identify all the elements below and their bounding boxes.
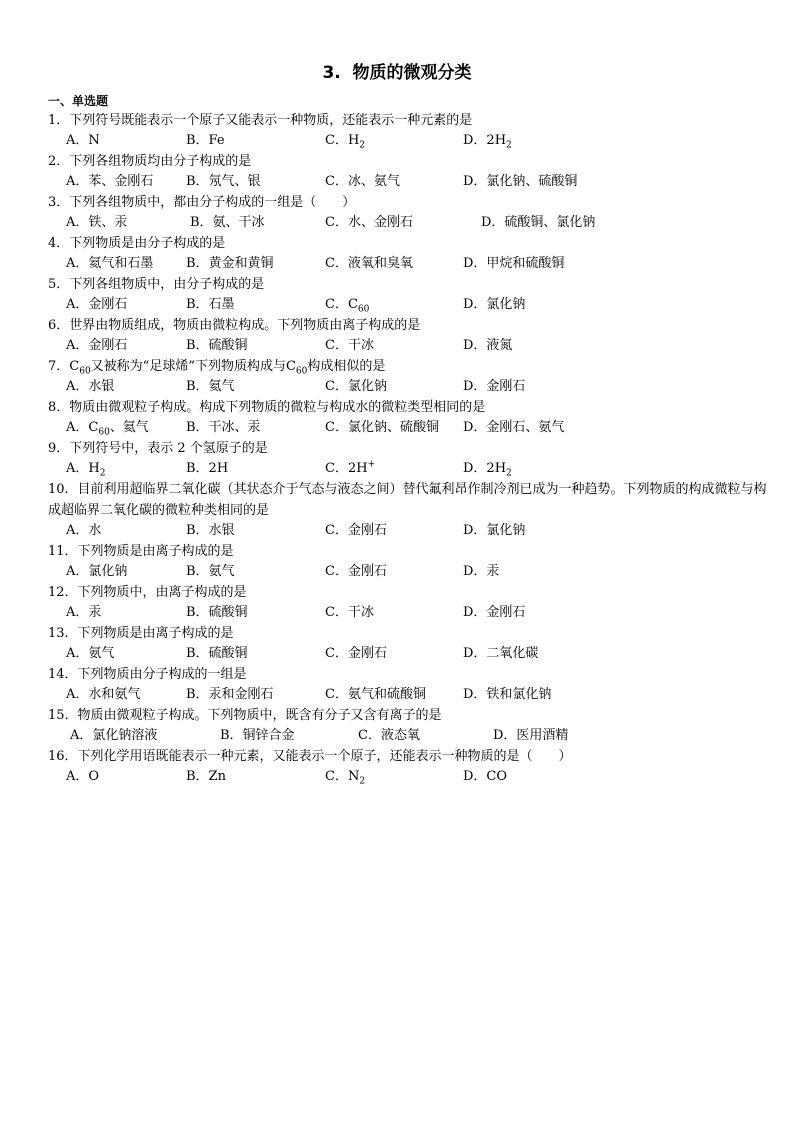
option-row — [48, 562, 768, 582]
option-row — [48, 336, 768, 356]
option-c: C．氯化钠、硫酸铜 — [325, 420, 439, 435]
option-b: B．氦气 — [186, 379, 235, 394]
option-d: D．医用酒精 — [493, 728, 569, 743]
option-c: C．2H+ — [325, 459, 376, 476]
question-stem: 13．下列物质是由离子构成的是 — [48, 626, 234, 641]
option-a: A．N — [66, 133, 100, 148]
section-heading: 一、单选题 — [48, 94, 109, 108]
option-a: A．水和氨气 — [66, 687, 141, 702]
question-item — [48, 438, 768, 479]
option-row — [48, 131, 768, 151]
question-stem: 1．下列符号既能表示一个原子又能表示一种物质，还能表示一种元素的是 — [48, 113, 473, 128]
option-a: A．铁、汞 — [66, 215, 128, 230]
option-c: C．氯化钠 — [325, 379, 387, 394]
option-c: C．金刚石 — [325, 646, 387, 661]
question-stem: 14．下列物质由分子构成的一组是 — [48, 667, 247, 682]
option-a: A．水银 — [66, 379, 115, 394]
option-b: B．2H — [186, 461, 229, 476]
option-c: C．$C_{60}$ — [325, 297, 370, 315]
question-stem: 5．下列各组物质中，由分子构成的是 — [48, 277, 265, 292]
question-stem: 7．$C_{60}$又被称为“足球烯”下列物质构成与$C_{60}$构成相似的是 — [48, 359, 386, 377]
option-row — [48, 172, 768, 192]
question-item — [48, 151, 768, 192]
question-stem: 15．物质由微观粒子构成。下列物质中，既含有分子又含有离子的是 — [48, 708, 442, 723]
question-stem: 10．目前利用超临界二氧化碳（其状态介于气态与液态之间）替代氟利昂作制冷剂已成为一种趋势。下列物质的构成微粒与构成超临界二氧化碳的微粒种类相同的是 — [48, 482, 767, 518]
option-b: B．水银 — [186, 523, 235, 538]
option-row — [48, 644, 768, 664]
option-a: A．金刚石 — [66, 338, 128, 353]
option-c: C．氨气和硫酸铜 — [325, 687, 426, 702]
option-d: D．氯化钠 — [463, 297, 526, 312]
question-stem: 8．物质由微观粒子构成。构成下列物质的微粒与构成水的微粒类型相同的是 — [48, 400, 486, 415]
option-a: A．氯化钠 — [66, 564, 128, 579]
question-item — [48, 479, 768, 541]
option-row — [48, 726, 768, 746]
question-item — [48, 315, 768, 356]
option-d: D．液氮 — [463, 338, 513, 353]
option-b: B．硫酸铜 — [186, 605, 248, 620]
option-a: A．$C_{60}$、氦气 — [66, 420, 149, 438]
option-c: C．液态氧 — [358, 728, 420, 743]
option-b: B．硫酸铜 — [186, 646, 248, 661]
option-c: C．液氧和臭氧 — [325, 256, 413, 271]
question-stem: 3．下列各组物质中，都由分子构成的一组是（ ） — [48, 195, 356, 210]
option-a: A．汞 — [66, 605, 102, 620]
option-c: C．$H_2$ — [325, 133, 366, 151]
question-stem: 9．下列符号中，表示 2 个氢原子的是 — [48, 441, 268, 456]
option-row — [48, 521, 768, 541]
option-c: C．冰、氨气 — [325, 174, 400, 189]
question-item — [48, 746, 768, 787]
question-item — [48, 110, 768, 151]
question-stem: 16．下列化学用语既能表示一种元素，又能表示一个原子，还能表示一种物质的是（ ） — [48, 749, 572, 764]
option-d: D．氯化钠、硫酸铜 — [463, 174, 578, 189]
question-item — [48, 582, 768, 623]
question-stem: 12．下列物质中，由离子构成的是 — [48, 585, 247, 600]
option-c: C．金刚石 — [325, 564, 387, 579]
option-a: A．金刚石 — [66, 297, 128, 312]
question-stem: 4．下列物质是由分子构成的是 — [48, 236, 226, 251]
option-c: C．水、金刚石 — [325, 215, 413, 230]
option-a: A．氦气和石墨 — [66, 256, 154, 271]
option-d: D．金刚石 — [463, 379, 526, 394]
option-row — [48, 213, 768, 233]
question-item — [48, 397, 768, 438]
option-row — [48, 459, 768, 479]
option-b: B．石墨 — [186, 297, 235, 312]
question-item — [48, 541, 768, 582]
question-stem: 2．下列各组物质均由分子构成的是 — [48, 154, 252, 169]
question-item — [48, 233, 768, 274]
option-c: C．干冰 — [325, 605, 374, 620]
question-item — [48, 274, 768, 315]
option-a: A．氨气 — [66, 646, 115, 661]
option-a: A．O — [66, 769, 100, 784]
option-row — [48, 418, 768, 438]
option-d: D．金刚石、氨气 — [463, 420, 565, 435]
question-list — [48, 110, 768, 787]
option-row — [48, 685, 768, 705]
option-row — [48, 603, 768, 623]
question-item — [48, 623, 768, 664]
option-a: A．$H_2$ — [66, 461, 106, 479]
question-item — [48, 664, 768, 705]
option-d: D．氯化钠 — [463, 523, 526, 538]
option-row — [48, 767, 768, 787]
option-a: A．水 — [66, 523, 102, 538]
option-d: D．铁和氯化钠 — [463, 687, 552, 702]
question-item — [48, 192, 768, 233]
option-a: A．苯、金刚石 — [66, 174, 154, 189]
question-stem: 11．下列物质是由离子构成的是 — [48, 544, 234, 559]
option-a: A．氯化钠溶液 — [70, 728, 158, 743]
option-b: B．汞和金刚石 — [186, 687, 274, 702]
option-d: D．二氧化碳 — [463, 646, 539, 661]
option-c: C．干冰 — [325, 338, 374, 353]
option-b: B．硫酸铜 — [186, 338, 248, 353]
option-d: D．$2H_2$ — [463, 461, 512, 479]
option-c: C．金刚石 — [325, 523, 387, 538]
question-stem: 6．世界由物质组成，物质由微粒构成。下列物质由离子构成的是 — [48, 318, 421, 333]
document-title: 3. 物质的微观分类 — [322, 63, 472, 83]
question-item — [48, 705, 768, 746]
option-c: C．$N_2$ — [325, 769, 366, 787]
option-b: B．干冰、汞 — [186, 420, 261, 435]
option-b: B．氖气、银 — [186, 174, 261, 189]
option-d: D．CO — [463, 769, 508, 784]
option-d: D．甲烷和硫酸铜 — [463, 256, 565, 271]
question-item — [48, 356, 768, 397]
option-b: B．Zn — [186, 769, 226, 784]
option-row — [48, 295, 768, 315]
option-d: D．$2H_2$ — [463, 133, 512, 151]
option-d: D．金刚石 — [463, 605, 526, 620]
option-b: B．氨气 — [186, 564, 235, 579]
option-b: B．黄金和黄铜 — [186, 256, 274, 271]
option-b: B．铜锌合金 — [220, 728, 295, 743]
option-b: B．氨、干冰 — [190, 215, 265, 230]
option-d: D．硫酸铜、氯化钠 — [481, 215, 596, 230]
option-b: B．Fe — [186, 133, 225, 148]
option-row — [48, 254, 768, 274]
option-d: D．汞 — [463, 564, 500, 579]
option-row — [48, 377, 768, 397]
